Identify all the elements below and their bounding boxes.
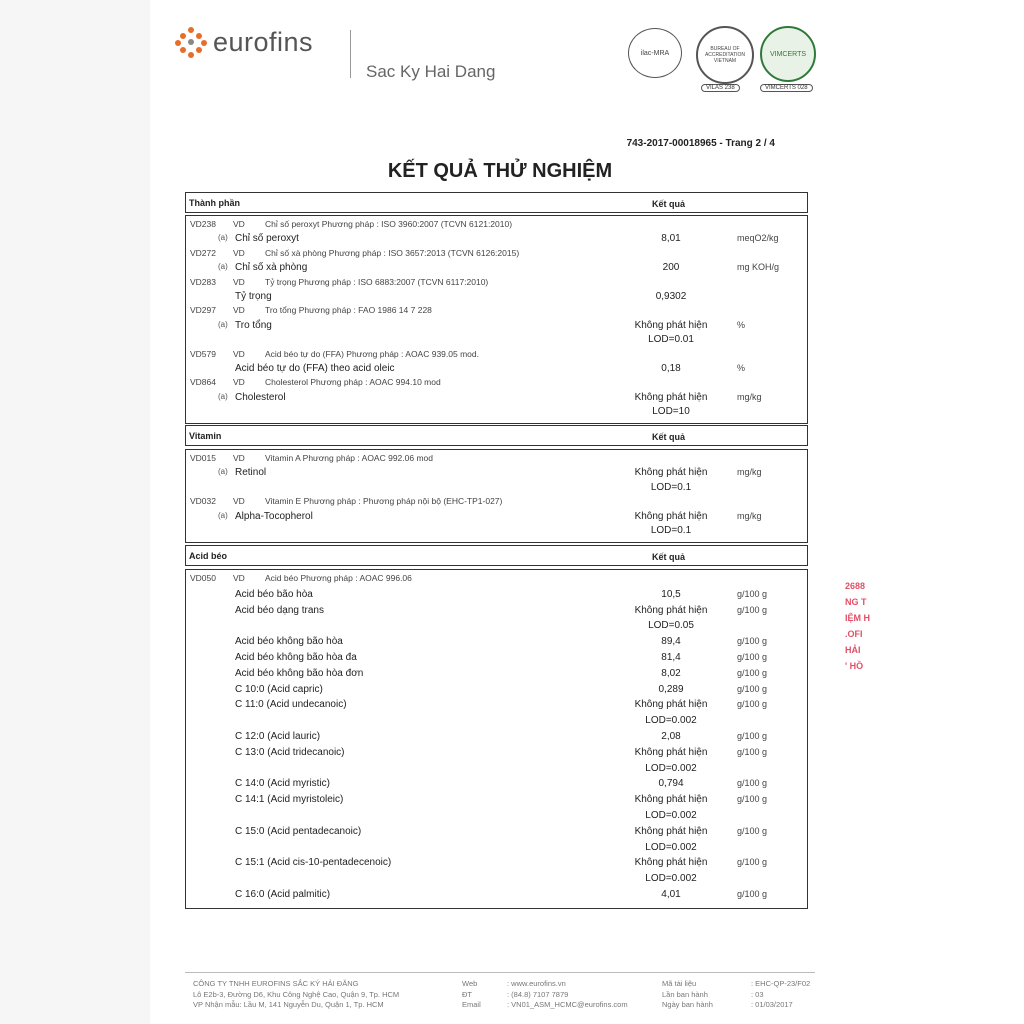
lab-code: VD: [233, 276, 245, 287]
analyte-name: Acid béo tự do (FFA) theo acid oleic: [235, 362, 395, 374]
method-text: Vitamin E Phương pháp : Phương pháp nội bộ (EHC-TP1-027): [265, 496, 503, 507]
result-row: [186, 684, 807, 700]
lod-value: LOD=0.002: [645, 762, 697, 774]
result-value: 89,4: [661, 636, 681, 648]
lod-row: [186, 810, 807, 826]
analyte-name: C 10:0 (Acid capric): [235, 683, 323, 695]
result-row: [186, 589, 807, 605]
test-code: VD238: [190, 219, 216, 229]
result-column-header: Kết quả: [652, 552, 686, 562]
analyte-name: Acid béo bão hòa: [235, 588, 313, 600]
lod-row: [186, 715, 807, 731]
method-row: [186, 453, 807, 467]
lab-code: VD: [233, 348, 245, 359]
accreditation-mark: (a): [218, 467, 228, 477]
result-row: [186, 392, 807, 406]
result-row: [186, 291, 807, 305]
footer-doc-values: : EHC-QP-23/F02 : 03 : 01/03/2017: [751, 979, 811, 1009]
unit: g/100 g: [737, 699, 768, 710]
unit: g/100 g: [737, 888, 768, 899]
result-row: [186, 794, 807, 810]
unit: g/100 g: [737, 683, 768, 694]
result-value: 0,18: [661, 362, 681, 374]
result-row: [186, 636, 807, 652]
analyte-name: C 14:0 (Acid myristic): [235, 778, 331, 790]
brand-name: eurofins: [213, 26, 314, 57]
section-body: [185, 449, 808, 543]
analyte-name: Alpha-Tocopherol: [235, 510, 313, 522]
analyte-name: Retinol: [235, 467, 267, 479]
method-text: Chỉ số peroxyt Phương pháp : ISO 3960:2007 (TCVN 6121:2010): [265, 219, 513, 229]
result-row: [186, 320, 807, 334]
analyte-name: Chỉ số xà phòng: [235, 262, 308, 274]
result-value: Không phát hiện: [634, 467, 708, 479]
result-row: [186, 262, 807, 276]
section-header: [185, 192, 808, 213]
boa-seal-icon: BUREAU OF ACCREDITATION VIETNAM: [696, 26, 754, 84]
result-value: 0,9302: [655, 290, 687, 302]
lod-row: [186, 406, 807, 420]
red-stamp: 2688 NG T IỆM H .OFI HẢI ' HỒ: [845, 581, 871, 671]
result-value: 81,4: [661, 651, 681, 663]
analyte-name: C 14:1 (Acid myristoleic): [235, 794, 344, 806]
unit: g/100 g: [737, 636, 768, 647]
result-value: Không phát hiện: [634, 699, 708, 711]
method-row: [186, 496, 807, 510]
method-text: Cholesterol Phương pháp : AOAC 994.10 mod: [265, 377, 441, 388]
result-value: 0,289: [658, 683, 684, 695]
lod-row: [186, 842, 807, 858]
result-row: [186, 857, 807, 873]
scan-margin: [0, 0, 150, 1024]
result-row: [186, 699, 807, 715]
unit: mg KOH/g: [737, 262, 780, 273]
result-row: [186, 363, 807, 377]
result-row: [186, 467, 807, 481]
unit: g/100 g: [737, 857, 768, 868]
vimcerts-caption: VIMCERTS 028: [760, 84, 813, 92]
eurofins-logo: [175, 26, 313, 58]
unit: mg/kg: [737, 391, 762, 402]
result-value: 2,08: [661, 730, 681, 742]
section-title: Thành phần: [189, 198, 240, 208]
accreditation-mark: (a): [218, 319, 228, 329]
analyte-name: C 15:0 (Acid pentadecanoic): [235, 825, 362, 837]
result-value: Không phát hiện: [634, 746, 708, 758]
unit: g/100 g: [737, 825, 768, 836]
lod-row: [186, 763, 807, 779]
lod-row: [186, 620, 807, 636]
footer-doc-labels: Mã tài liệu Lần ban hành Ngày ban hành: [662, 979, 713, 1009]
lab-code: VD: [233, 305, 245, 316]
section-title: Acid béo: [189, 551, 228, 561]
method-row: [186, 349, 807, 363]
result-row: [186, 889, 807, 905]
vilas-caption: VILAS 238: [701, 84, 740, 92]
section-header: [185, 425, 808, 446]
footer-contact-values: : www.eurofins.vn : (84.8) 7107 7879 : VN01_ASM_HCMC@eurofins.com: [507, 979, 628, 1009]
result-value: Không phát hiện: [634, 510, 708, 522]
accreditation-mark: (a): [218, 262, 228, 272]
unit: g/100 g: [737, 778, 768, 789]
unit: g/100 g: [737, 604, 768, 615]
result-row: [186, 778, 807, 794]
test-code: VD297: [190, 305, 216, 316]
accreditation-mark: (a): [218, 391, 228, 401]
lod-value: LOD=0.01: [648, 334, 694, 346]
analyte-name: Cholesterol: [235, 391, 286, 403]
unit: %: [737, 319, 746, 330]
test-code: VD050: [190, 573, 216, 583]
lab-code: VD: [233, 496, 245, 507]
result-row: [186, 826, 807, 842]
unit: mg/kg: [737, 510, 762, 521]
test-code: VD579: [190, 348, 216, 359]
method-row: [186, 219, 807, 233]
unit: %: [737, 362, 746, 373]
analyte-name: Chỉ số peroxyt: [235, 233, 299, 245]
result-value: Không phát hiện: [634, 604, 708, 616]
result-value: 0,794: [658, 778, 684, 790]
lod-value: LOD=0.002: [645, 809, 697, 821]
result-row: [186, 511, 807, 525]
result-value: Không phát hiện: [634, 857, 708, 869]
result-row: [186, 652, 807, 668]
unit: g/100 g: [737, 730, 768, 741]
method-text: Tro tổng Phương pháp : FAO 1986 14 7 228: [265, 305, 432, 316]
analyte-name: C 15:1 (Acid cis-10-pentadecenoic): [235, 857, 392, 869]
test-code: VD032: [190, 496, 216, 507]
lab-code: VD: [233, 377, 245, 388]
footer-divider: [185, 972, 815, 973]
lod-value: LOD=0.05: [648, 620, 694, 632]
analyte-name: C 11:0 (Acid undecanoic): [235, 699, 347, 711]
test-code: VD015: [190, 453, 216, 463]
vimcerts-seal-icon: VIMCERTS: [760, 26, 816, 82]
result-value: Không phát hiện: [634, 319, 708, 331]
unit: g/100 g: [737, 667, 768, 678]
lod-row: [186, 482, 807, 496]
section-body: [185, 215, 808, 424]
analyte-name: Acid béo không bão hòa: [235, 636, 343, 648]
lod-row: [186, 334, 807, 348]
unit: mg/kg: [737, 467, 762, 478]
lod-value: LOD=0.002: [645, 715, 697, 727]
result-row: [186, 668, 807, 684]
section-body: [185, 569, 808, 909]
unit: meqO2/kg: [737, 233, 779, 244]
result-value: Không phát hiện: [634, 825, 708, 837]
analyte-name: Acid béo không bão hòa đa: [235, 651, 357, 663]
subbrand: Sac Ky Hai Dang: [366, 62, 496, 81]
result-value: Không phát hiện: [634, 391, 708, 403]
result-row: [186, 731, 807, 747]
result-value: 4,01: [661, 888, 681, 900]
analyte-name: Tỷ trọng: [235, 290, 272, 302]
logo-divider: [350, 30, 351, 78]
test-code: VD864: [190, 377, 216, 388]
lab-code: VD: [233, 219, 245, 229]
unit: g/100 g: [737, 746, 768, 757]
lod-row: [186, 525, 807, 539]
unit: g/100 g: [737, 794, 768, 805]
analyte-name: C 13:0 (Acid tridecanoic): [235, 746, 345, 758]
footer-contact-labels: Web ĐT Email: [462, 979, 481, 1009]
method-row: [186, 248, 807, 262]
analyte-name: C 16:0 (Acid palmitic): [235, 888, 331, 900]
result-column-header: Kết quả: [652, 432, 686, 442]
lod-value: LOD=10: [652, 406, 690, 418]
method-row: [186, 277, 807, 291]
lab-code: VD: [233, 453, 245, 463]
method-text: Acid béo Phương pháp : AOAC 996.06: [265, 573, 412, 583]
result-row: [186, 605, 807, 621]
analyte-name: Acid béo không bão hòa đơn: [235, 667, 364, 679]
ilac-seal-icon: ilac-MRA: [628, 28, 682, 78]
footer-company: CÔNG TY TNHH EUROFINS SẮC KÝ HẢI ĐĂNG Lô E2b-3, Đường D6, Khu Công Nghệ Cao, Quận 9, Tp. HCM VP Nhận mẫu: Lầu M, 141 Nguyễn Du, Quận 1, Tp. HCM: [193, 979, 400, 1009]
method-row: [186, 377, 807, 391]
method-text: Chỉ số xà phòng Phương pháp : ISO 3657:2013 (TCVN 6126:2015): [265, 247, 520, 258]
section-title: Vitamin: [189, 431, 222, 441]
test-code: VD283: [190, 276, 216, 287]
method-text: Tỷ trọng Phương pháp : ISO 6883:2007 (TCVN 6117:2010): [265, 276, 489, 287]
lab-code: VD: [233, 573, 245, 583]
section-header: [185, 545, 808, 566]
page-title: KẾT QUẢ THỬ NGHIỆM: [387, 160, 613, 182]
lab-code: VD: [233, 247, 245, 258]
method-row: [186, 573, 807, 589]
result-row: [186, 233, 807, 247]
result-column-header: Kết quả: [652, 199, 686, 209]
unit: g/100 g: [737, 588, 768, 599]
result-value: 200: [662, 262, 680, 274]
unit: g/100 g: [737, 651, 768, 662]
analyte-name: Acid béo dạng trans: [235, 604, 324, 616]
lod-row: [186, 873, 807, 889]
lod-value: LOD=0.002: [645, 841, 697, 853]
analyte-name: Tro tổng: [235, 319, 272, 331]
result-value: 10,5: [661, 588, 681, 600]
result-value: 8,01: [661, 233, 681, 245]
lod-value: LOD=0.1: [650, 524, 692, 536]
method-row: [186, 305, 807, 319]
method-text: Acid béo tự do (FFA) Phương pháp : AOAC 939.05 mod.: [265, 348, 479, 359]
logo-dots-icon: [175, 26, 207, 58]
accreditation-mark: (a): [218, 510, 228, 520]
result-row: [186, 747, 807, 763]
lod-value: LOD=0.1: [650, 481, 692, 493]
lod-value: LOD=0.002: [645, 873, 697, 885]
test-code: VD272: [190, 247, 216, 258]
analyte-name: C 12:0 (Acid lauric): [235, 730, 321, 742]
result-value: Không phát hiện: [634, 794, 708, 806]
result-value: 8,02: [661, 667, 681, 679]
accreditation-mark: (a): [218, 233, 228, 243]
method-text: Vitamin A Phương pháp : AOAC 992.06 mod: [265, 453, 433, 463]
document-id: 743-2017-00018965 - Trang 2 / 4: [626, 138, 775, 149]
